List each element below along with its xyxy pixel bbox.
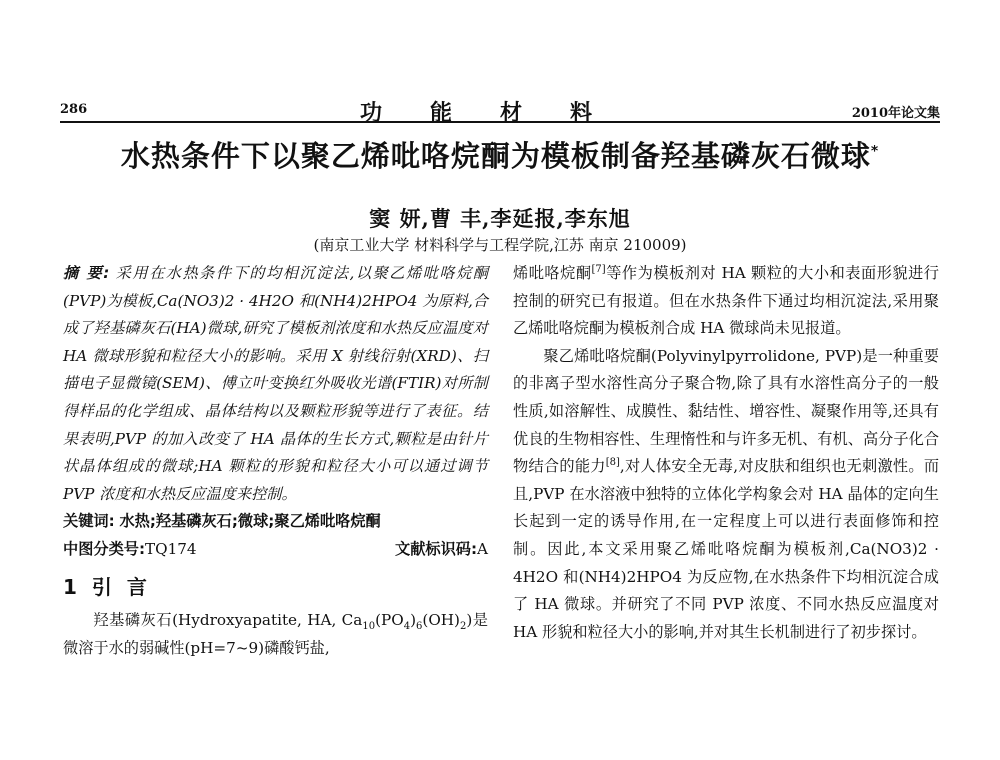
clc-value: TQ174 <box>145 539 197 558</box>
intro-paragraph-2 <box>513 260 939 343</box>
doc-code <box>395 536 488 564</box>
abstract <box>63 260 488 508</box>
author-list: 窦 妍,曹 丰,李延报,李东旭 <box>369 206 631 231</box>
abstract-text: 采用在水热条件下的均相沉淀法,以聚乙烯吡咯烷酮(PVP)为模板,Ca(NO3)2 · 4H2O 和(NH4)2HPO4 为原料,合成了羟基磷灰石(HA)微球,研究了模板剂浓度和水热反应温度对 HA 微球形貌和粒径大小的影响。采用 X 射线衍射(XRD)、扫描电子显微镜(SEM)、傅立叶变换红外吸收光谱(FTIR)对所制得样品的化学组成、晶体结构以及颗粒形貌等进行了表征。结果表明,PVP 的加入改变了 HA 晶体的生长方式,颗粒是由针片状晶体组成的微球;HA 颗粒的形貌和粒径大小可以通过调节 PVP 浓度和水热反应温度来控制。 <box>63 264 489 503</box>
intro-paragraph-3 <box>513 343 939 647</box>
abstract-label: 摘 要: <box>63 264 110 282</box>
title-text: 水热条件下以聚乙烯吡咯烷酮为模板制备羟基磷灰石微球 <box>120 139 871 173</box>
paper-title <box>0 134 1000 175</box>
intro-p2-a: 烯吡咯烷酮 <box>513 264 592 282</box>
intro-p1-d: (OH) <box>422 611 460 630</box>
intro-p3-b: ,对人体安全无毒,对皮肤和组织也无刺激性。而且,PVP 在水溶液中独特的立体化学构象会对 HA 晶体的定向生长起到一定的诱导作用,在一定程度上可以进行表面修饰和控制。因此,本文采用聚乙烯吡咯烷酮为模板剂,Ca(NO3)2 · 4H2O 和(NH4)2HPO4 为反应物,在水热条件下均相沉淀合成了 HA 微球。并研究了不同 PVP 浓度、不同水热反应温度对 HA 形貌和粒径大小的影响,并对其生长机制进行了初步探讨。 <box>513 457 940 641</box>
intro-p1-a: 羟基磷灰石(Hydroxyapatite, HA, Ca <box>93 611 363 630</box>
page-number: 286 <box>60 102 88 117</box>
classification-line <box>63 536 488 564</box>
intro-p1-sub1: 10 <box>362 621 376 633</box>
left-column <box>63 260 488 662</box>
clc-code <box>63 536 197 564</box>
intro-p2-b: 等作为模板剂对 HA 颗粒的大小和表面形貌进行控制的研究已有报道。但在水热条件下通过均相沉淀法,采用聚乙烯吡咯烷酮为模板剂合成 HA 微球尚未见报道。 <box>513 264 939 338</box>
right-column <box>513 260 939 646</box>
intro-p1-b: (PO <box>375 611 404 630</box>
keywords <box>63 508 488 536</box>
year-note: 2010年论文集 <box>851 106 940 121</box>
running-header <box>60 92 940 126</box>
header-rule <box>60 121 940 123</box>
clc-label: 中图分类号: <box>63 539 146 558</box>
intro-p1-sub4: 2 <box>459 621 467 633</box>
citation-7: [7] <box>591 263 606 275</box>
title-footnote-mark: * <box>870 143 880 160</box>
intro-p1-e: )是微溶于水的弱碱性(pH=7~9)磷酸钙盐, <box>63 611 488 657</box>
intro-p3-a: 聚乙烯吡咯烷酮(Polyvinylpyrrolidone, PVP)是一种重要的非离子型水溶性高分子聚合物,除了具有水溶性高分子的一般性质,如溶解性、成膜性、黏结性、增容性、凝聚作用等,还具有优良的生物相容性、生理惰性和与许多无机、有机、高分子化合物结合的能力 <box>513 346 939 476</box>
affiliation: (南京工业大学 材料科学与工程学院,江苏 南京 210009) <box>313 236 687 254</box>
keywords-text: 水热;羟基磷灰石;微球;聚乙烯吡咯烷酮 <box>119 512 381 531</box>
section-heading-intro: 1 引 言 <box>63 574 151 599</box>
journal-name: 功能材料 <box>359 100 640 126</box>
intro-p1-sub2: 4 <box>403 621 411 633</box>
intro-p1-c: ) <box>410 611 417 630</box>
doc-code-label: 文献标识码: <box>395 539 478 558</box>
doc-code-value: A <box>477 539 488 558</box>
intro-paragraph-1 <box>63 607 488 662</box>
intro-p1-sub3: 6 <box>416 621 423 633</box>
citation-8: [8] <box>605 457 620 469</box>
keywords-label: 关键词: <box>63 512 115 531</box>
